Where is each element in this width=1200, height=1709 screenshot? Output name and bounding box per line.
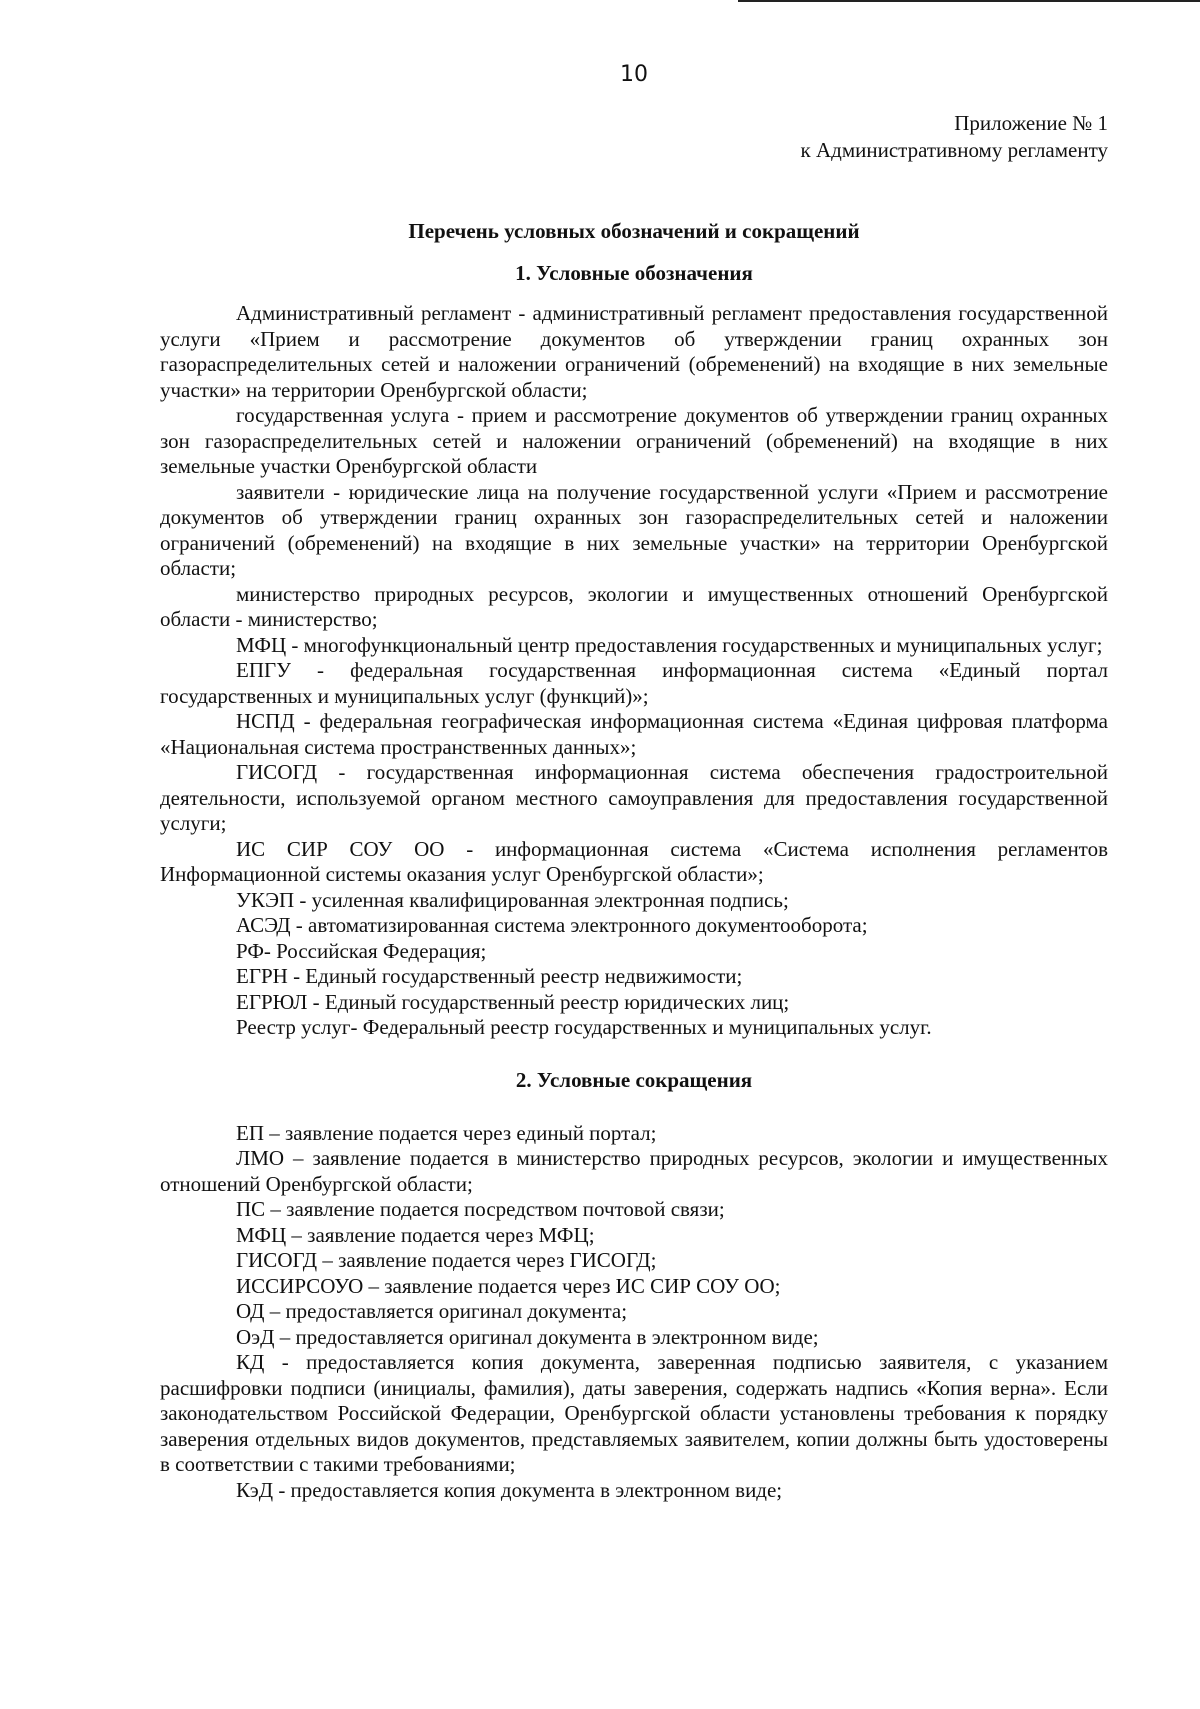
definition-item: министерство природных ресурсов, экологии и имущественных отношений Оренбургской области - министерство; [160,581,1108,631]
appendix-header [160,110,1108,164]
top-rule [738,0,1200,2]
definition-item: ИС СИР СОУ ОО - информационная система «Система исполнения регламентов Информационной системы оказания услуг Оренбургской области»; [160,836,1108,886]
definition-item: ГИСОГД - государственная информационная система обеспечения градостроительной деятельности, используемой органом местного самоуправления для предоставления государственной услуги; [160,760,1108,835]
definition-item: МФЦ - многофункциональный центр предоставления государственных и муниципальных услуг; [236,632,1103,657]
section-2-list [160,1121,1108,1504]
definition-item: АСЭД - автоматизированная система электронного документооборота; [236,913,868,937]
definition-item: ЕГРН - Единый государственный реестр недвижимости; [236,964,743,988]
abbreviation-item: ПС – заявление подается посредством почтовой связи; [236,1197,725,1221]
section-1-heading: 1. Условные обозначения [515,261,753,285]
abbreviation-item: КэД - предоставляется копия документа в электронном виде; [236,1477,783,1502]
document-page [160,58,1108,1503]
definition-item: Реестр услуг- Федеральный реестр государственных и муниципальных услуг. [236,1015,932,1039]
section-2-heading: 2. Условные сокращения [515,1067,753,1092]
definition-item: УКЭП - усиленная квалифицированная электронная подпись; [236,887,789,912]
definition-item: заявители - юридические лица на получение государственной услуги «Прием и рассмотрение документов об утверждении границ охранных зон газораспределительных сетей и наложении ограничений (обременений) на входящие в них земельные участки» на территории Оренбургской области; [160,479,1108,580]
definition-item: Административный регламент - административный регламент предоставления государственной услуги «Прием и рассмотрение документов об утверждении границ охранных зон газораспределительных сетей и наложении ограничений (обременений) на входящие в них земельные участки» на территории Оренбургской области; [160,301,1108,402]
appendix-line-2: к Административному регламенту [800,138,1108,162]
definition-item: РФ- Российская Федерация; [236,938,487,963]
definition-item: ЕГРЮЛ - Единый государственный реестр юридических лиц; [236,989,790,1014]
document-title: Перечень условных обозначений и сокращений [408,219,860,243]
abbreviation-item: МФЦ – заявление подается через МФЦ; [236,1222,595,1247]
abbreviation-item: ИССИРСОУО – заявление подается через ИС СИР СОУ ОО; [236,1273,781,1298]
abbreviation-item: ОД – предоставляется оригинал документа; [236,1299,628,1323]
abbreviation-item: КД - предоставляется копия документа, заверенная подписью заявителя, с указанием расшифровки подписи (инициалы, фамилия), даты заверения, содержать надпись «Копия верна». Если законодательством Российской Федерации, Оренбургской области установлены требования к порядку заверения отдельных видов документов, представляемых заявителем, копии должны быть удостоверены в соответствии с такими требованиями; [160,1350,1108,1476]
definition-item: государственная услуга - прием и рассмотрение документов об утверждении границ охранных зон газораспределительных сетей и наложении ограничений (обременений) на входящие в них земельные участки Оренбургской области [160,403,1108,478]
definition-item: ЕПГУ - федеральная государственная информационная система «Единый портал государственных и муниципальных услуг (функций)»; [160,658,1108,708]
appendix-line-1: Приложение № 1 [954,111,1108,135]
abbreviation-item: ЕП – заявление подается через единый портал; [236,1120,657,1145]
abbreviation-item: ЛМО – заявление подается в министерство природных ресурсов, экологии и имущественных отношений Оренбургской области; [160,1146,1108,1196]
section-1-list [160,301,1108,1041]
abbreviation-item: ОэД – предоставляется оригинал документа в электронном виде; [236,1324,819,1349]
abbreviation-item: ГИСОГД – заявление подается через ГИСОГД; [236,1248,657,1272]
definition-item: НСПД - федеральная географическая информационная система «Единая цифровая платформа «Национальная система пространственных данных»; [160,709,1108,759]
page-number: 10 [620,62,648,87]
